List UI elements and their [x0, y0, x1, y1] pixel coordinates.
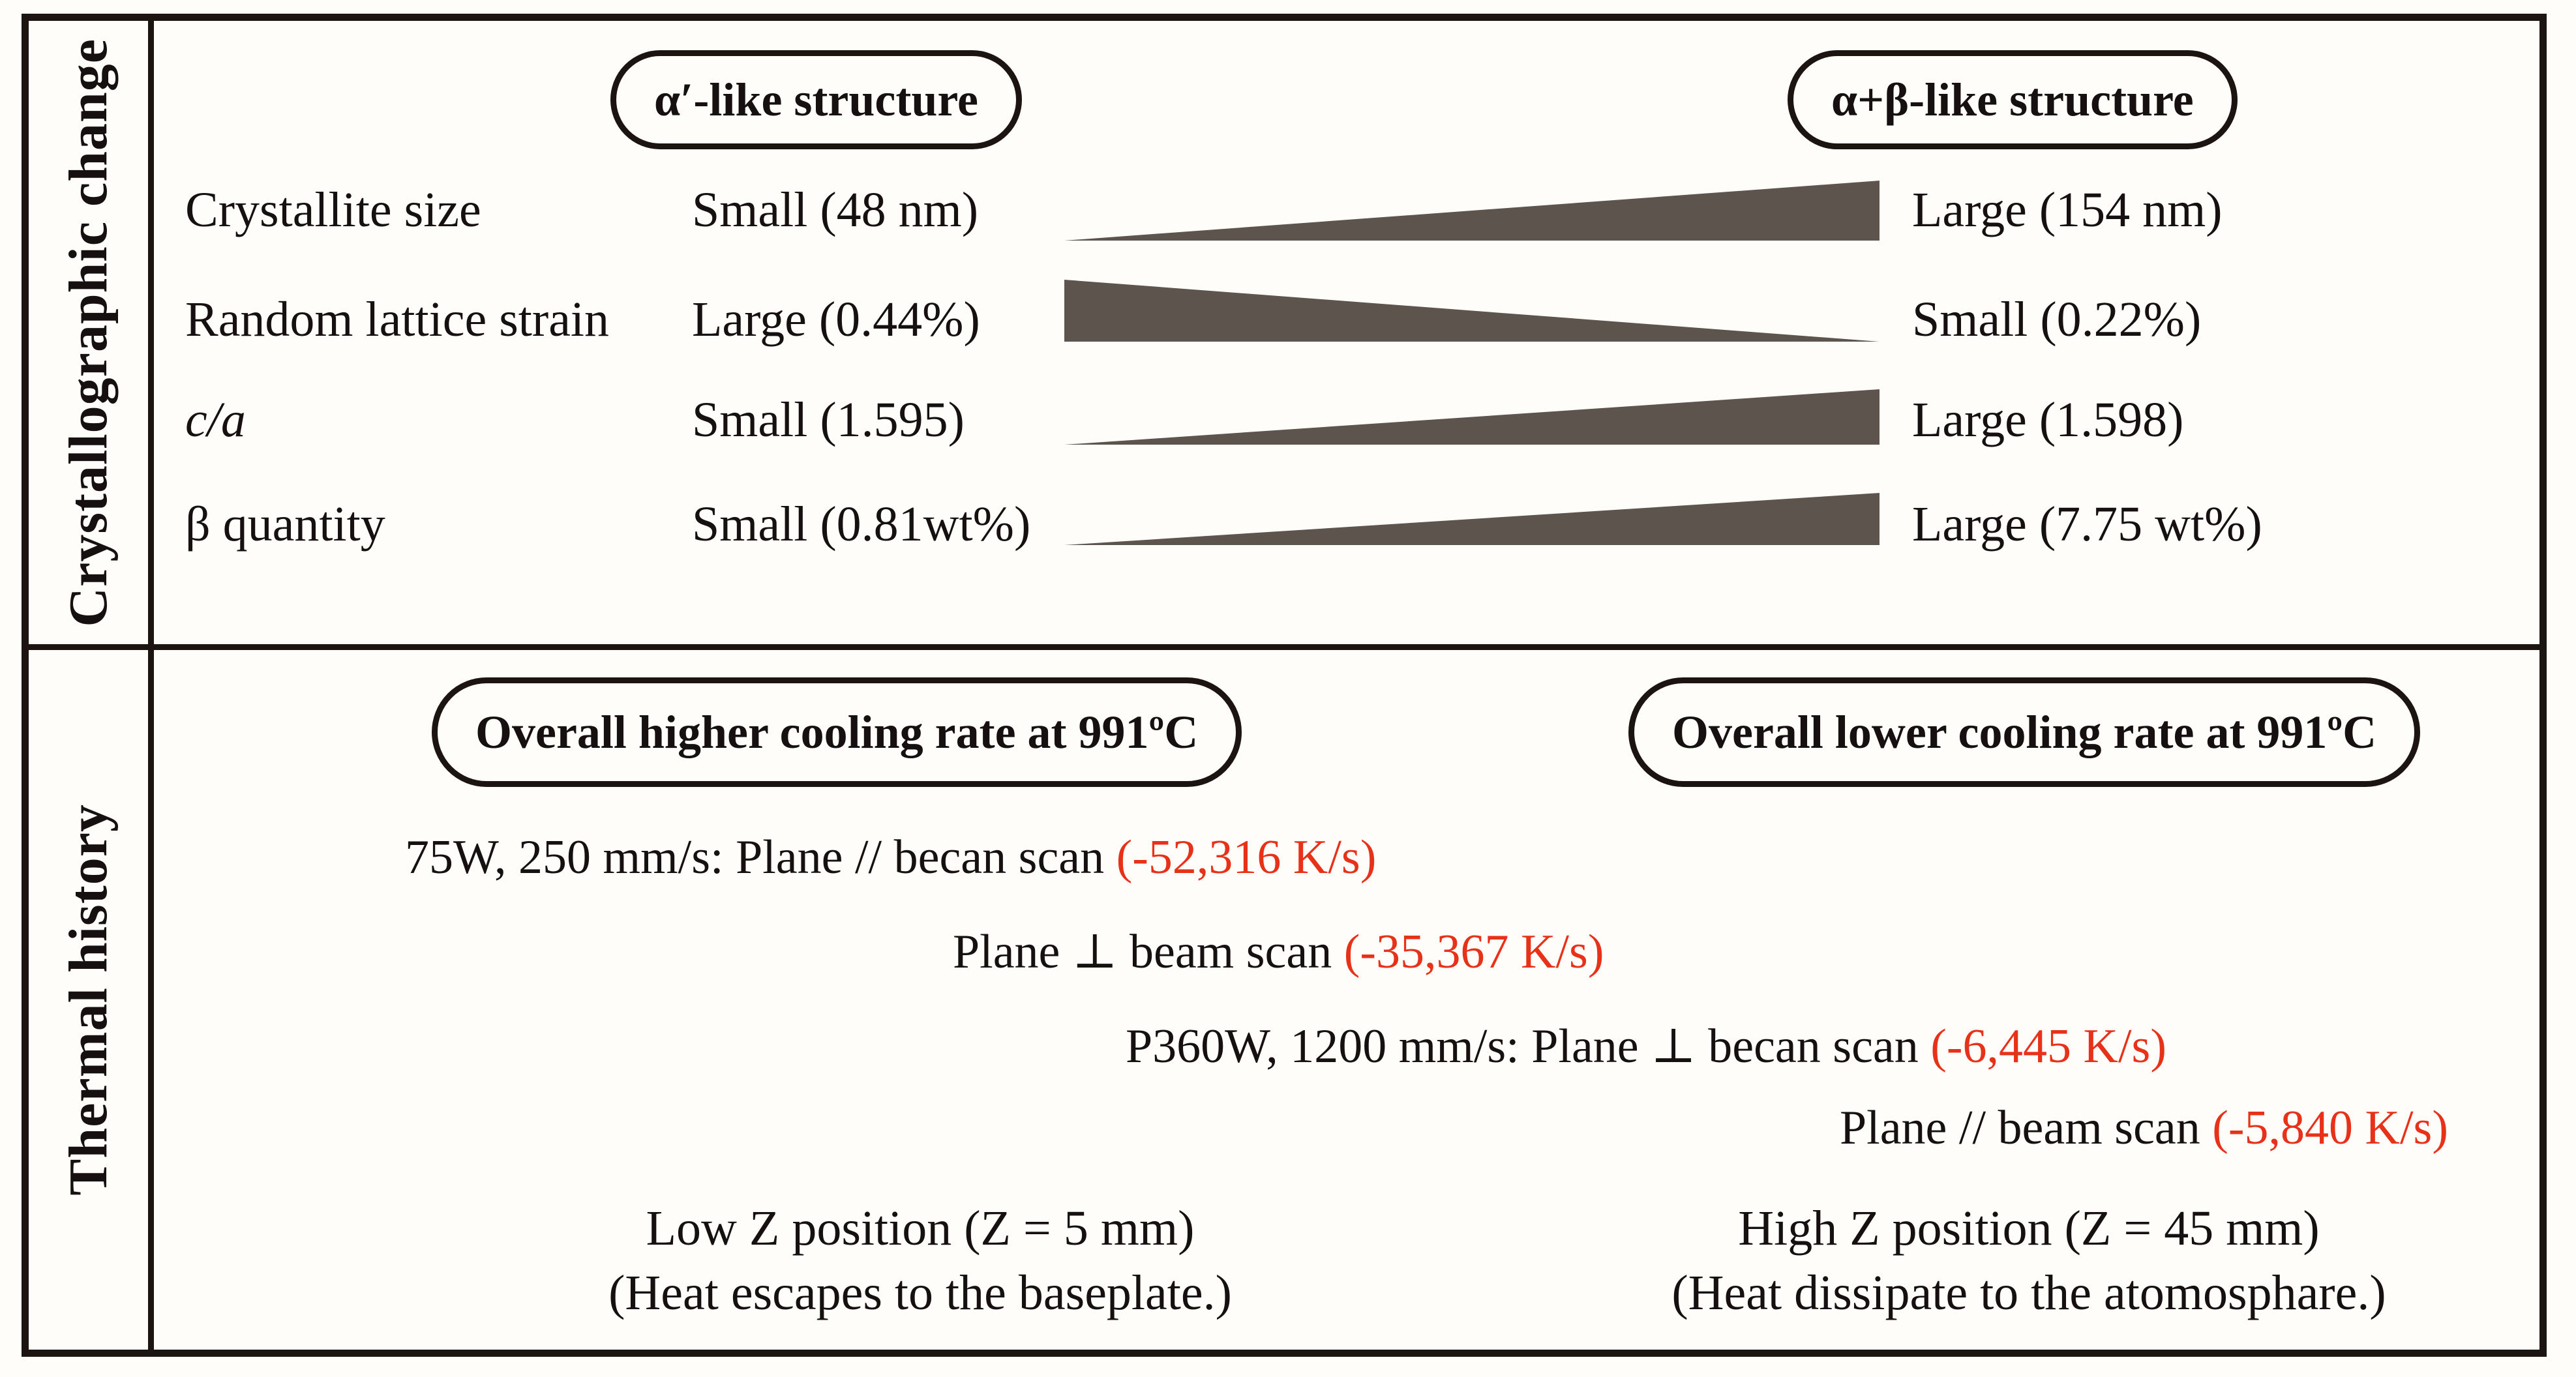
low-z-position-note: [464, 1196, 1377, 1325]
scan-line-1-text: 75W, 250 mm/s: Plane // becan scan: [405, 831, 1116, 884]
thermal-section-label: Thermal history: [58, 804, 119, 1196]
right-value-beta-quantity: Large (7.75 wt%): [1912, 497, 2262, 552]
heat-dissipate-line: (Heat dissipate to the atomosphare.): [1671, 1266, 2386, 1320]
left-value-beta-quantity: Small (0.81wt%): [692, 497, 1031, 552]
scan-line-3-cooling-rate: (-6,445 K/s): [1930, 1020, 2166, 1073]
crystallographic-section-label: Crystallographic change: [58, 38, 119, 627]
c-over-a-trend-wedge: [1064, 389, 1880, 445]
crystallographic-section: [154, 21, 2539, 650]
right-value-lattice-strain: Small (0.22%): [1912, 292, 2202, 347]
scan-line-1: [405, 825, 1376, 890]
property-label-beta-quantity: β quantity: [185, 497, 385, 552]
scan-line-4-text: Plane // beam scan: [1840, 1101, 2213, 1155]
alpha-prime-structure-pill: [610, 50, 1022, 149]
scan-line-1-cooling-rate: (-52,316 K/s): [1116, 831, 1377, 884]
high-z-position-note: [1540, 1196, 2518, 1325]
right-value-c-over-a: Large (1.598): [1912, 392, 2184, 447]
right-value-crystallite-size: Large (154 nm): [1912, 183, 2223, 237]
higher-cooling-rate-label: Overall higher cooling rate at 991ºC: [475, 705, 1199, 758]
scan-line-2-text: Plane ⊥ beam scan: [953, 925, 1344, 979]
left-value-lattice-strain: Large (0.44%): [692, 292, 980, 347]
alpha-prime-structure-label: α′-like structure: [654, 73, 979, 126]
property-label-lattice-strain: Random lattice strain: [185, 292, 610, 347]
property-label-c-over-a: c/a: [185, 392, 246, 447]
crystallographic-label-cell: [29, 21, 154, 650]
low-z-position-line: Low Z position (Z = 5 mm): [646, 1201, 1195, 1256]
left-value-c-over-a: Small (1.595): [692, 392, 965, 447]
thermal-section: [154, 650, 2539, 1350]
scan-line-3-text: P360W, 1200 mm/s: Plane ⊥ becan scan: [1126, 1020, 1931, 1073]
alpha-beta-structure-pill: [1788, 50, 2238, 149]
property-label-crystallite-size: Crystallite size: [185, 183, 481, 237]
high-z-position-line: High Z position (Z = 45 mm): [1738, 1201, 2320, 1256]
lower-cooling-rate-pill: [1628, 677, 2420, 787]
left-value-crystallite-size: Small (48 nm): [692, 183, 979, 237]
higher-cooling-rate-pill: [432, 677, 1242, 787]
scan-line-2-cooling-rate: (-35,367 K/s): [1343, 925, 1604, 979]
alpha-beta-structure-label: α+β-like structure: [1831, 73, 2194, 126]
heat-escape-line: (Heat escapes to the baseplate.): [608, 1266, 1232, 1320]
scan-line-2: [953, 919, 1604, 985]
scan-line-4-cooling-rate: (-5,840 K/s): [2212, 1101, 2448, 1155]
figure-frame: [22, 14, 2547, 1357]
lower-cooling-rate-label: Overall lower cooling rate at 991ºC: [1672, 705, 2377, 758]
scan-line-4: [1840, 1095, 2448, 1161]
crystallite-size-trend-wedge: [1064, 181, 1880, 241]
beta-quantity-trend-wedge: [1064, 493, 1880, 545]
scan-line-3: [1126, 1014, 2166, 1079]
thermal-label-cell: [29, 650, 154, 1350]
lattice-strain-trend-wedge: [1064, 280, 1880, 342]
